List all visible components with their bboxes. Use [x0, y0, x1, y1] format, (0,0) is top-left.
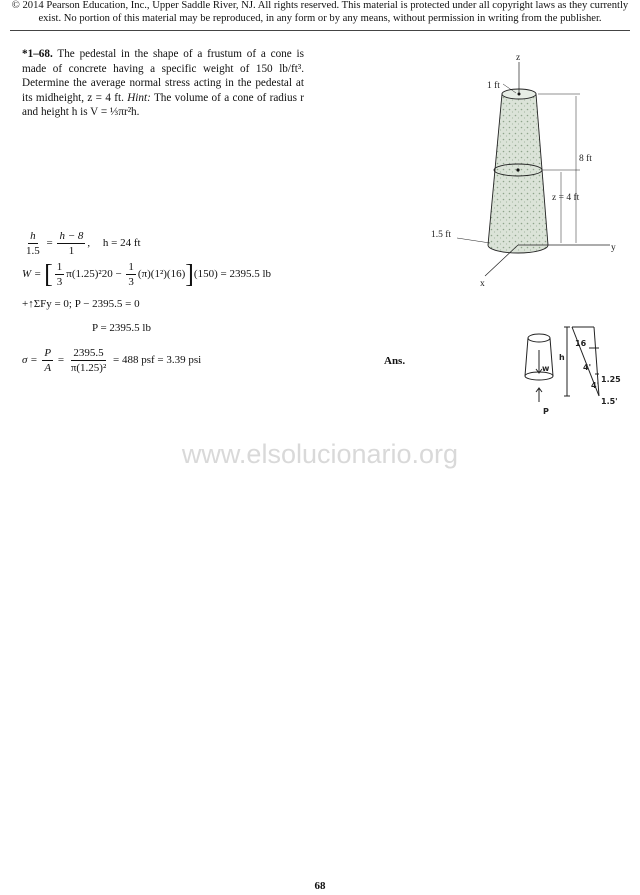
- copyright-notice: © 2014 Pearson Education, Inc., Upper Saddle River, NJ. All rights reserved. This material is protected under all copyright laws as they currently exist. No portion of this material may be reproduced, in any form or by any means, without permission in writing from the publisher.: [11, 0, 629, 24]
- similar-triangles-equation: $\frac{h}{1.5}$ = $\frac{h - 8}{1}$ , h = 24 ft: [26, 230, 141, 257]
- eq2-f2-num: 1: [128, 261, 134, 273]
- axis-y-label: y: [611, 243, 616, 253]
- sketch-w: w: [542, 364, 550, 373]
- pedestal-figure: [430, 48, 630, 293]
- sketch-p: P: [543, 407, 549, 416]
- base-radius-label: 1.5 ft: [431, 230, 452, 240]
- eq2-term2: (π)(1²)(16): [137, 268, 186, 281]
- sketch-4-b: 4': [591, 381, 600, 390]
- force-result: P = 2395.5 lb: [92, 322, 151, 334]
- problem-number: *1–68.: [22, 48, 53, 60]
- sketch-h: h: [559, 353, 565, 362]
- answer-label: Ans.: [384, 355, 406, 367]
- hint-label: Hint:: [127, 91, 151, 104]
- eq5-result: = 488 psf = 3.39 psi: [113, 354, 202, 367]
- sketch-4-a: 4': [583, 363, 592, 372]
- eq5-equals: =: [57, 354, 65, 367]
- eq1-lhs-num: h: [30, 230, 36, 242]
- eq1-rhs-den: 1: [68, 245, 75, 257]
- eq5-den: π(1.25)²: [70, 362, 107, 374]
- sketch-r125: 1.25: [601, 375, 621, 384]
- frustum-body: [488, 89, 548, 253]
- equilibrium-equation: +↑ΣFy = 0; P − 2395.5 = 0: [22, 298, 140, 310]
- sketch-r15: 1.5': [601, 397, 618, 406]
- stress-equation: [22, 347, 201, 374]
- watermark: www.elsolucionario.org: [181, 439, 459, 469]
- weight-equation: W = [ $\frac{1}{3}$ π(1.25)²20 − $\frac{1}{3}$ (π)(1²)(16)](150) = 2395.5 lb: [22, 259, 272, 289]
- eq2-f1-den: 3: [56, 276, 63, 288]
- eq2-w: W =: [22, 268, 42, 281]
- midheight-label: z = 4 ft: [552, 193, 580, 203]
- eq1-result: h = 24 ft: [102, 237, 141, 250]
- height-label: 8 ft: [579, 154, 592, 164]
- problem-statement: [22, 47, 304, 120]
- header-rule: [10, 30, 630, 31]
- eq1-rhs-num: h − 8: [59, 230, 84, 242]
- eq5-sigma: σ =: [22, 354, 38, 367]
- page-number: 68: [314, 880, 326, 892]
- sketch-16: 16: [575, 339, 587, 348]
- top-radius-label: 1 ft: [487, 81, 500, 91]
- eq2-result: (150) = 2395.5 lb: [193, 268, 272, 281]
- eq2-f2-den: 3: [128, 276, 134, 288]
- eq5-a: A: [44, 362, 52, 374]
- problem-text: The pedestal in the shape of a frustum of a cone is made of concrete having a specific weight of 150 lb/ft³. Determine the average normal stress acting in the pedestal at its midheight, z = 4 ft.: [22, 48, 304, 104]
- axis-x-label: x: [480, 279, 485, 289]
- eq2-term1: π(1.25)²20 −: [66, 268, 122, 281]
- eq1-equals: =: [46, 237, 53, 250]
- eq2-f1-num: 1: [56, 261, 63, 273]
- eq1-lhs-den: 1.5: [26, 245, 40, 257]
- free-body-sketch: [515, 324, 630, 424]
- eq5-num: 2395.5: [73, 347, 104, 359]
- axis-z-label: z: [516, 53, 521, 63]
- hint-text: The volume of a cone of radius r and height h is V = ⅓πr²h.: [22, 91, 304, 119]
- eq5-p: P: [44, 347, 52, 359]
